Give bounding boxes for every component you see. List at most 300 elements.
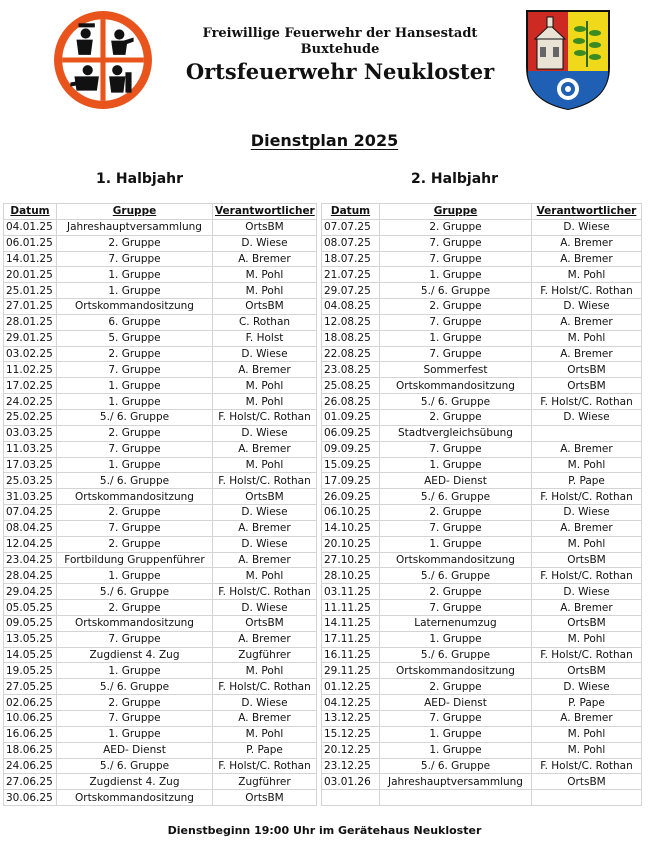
table-row	[4, 330, 317, 346]
cell-group: 7. Gruppe	[380, 346, 532, 362]
cell-responsible: A. Bremer	[213, 251, 317, 267]
table-row	[322, 505, 642, 521]
cell-date: 23.12.25	[322, 758, 380, 774]
cell-group: 5./ 6. Gruppe	[380, 758, 532, 774]
cell-date: 01.12.25	[322, 679, 380, 695]
cell-date: 14.10.25	[322, 520, 380, 536]
cell-group: Ortskommandositzung	[380, 663, 532, 679]
cell-responsible: F. Holst/C. Rothan	[213, 584, 317, 600]
schedule-table-first-half	[3, 203, 317, 806]
cell-group: 7. Gruppe	[380, 235, 532, 251]
table-header-row	[4, 204, 317, 220]
table-row	[4, 631, 317, 647]
cell-responsible: A. Bremer	[213, 552, 317, 568]
cell-group: 2. Gruppe	[57, 695, 213, 711]
table-row	[4, 346, 317, 362]
cell-group: 5./ 6. Gruppe	[380, 489, 532, 505]
cell-group: 7. Gruppe	[57, 251, 213, 267]
table-header-row	[322, 204, 642, 220]
cell-responsible: M. Pohl	[213, 663, 317, 679]
cell-group: 7. Gruppe	[380, 711, 532, 727]
table-row	[322, 362, 642, 378]
cell-date: 06.10.25	[322, 505, 380, 521]
cell-responsible: F. Holst/C. Rothan	[532, 568, 642, 584]
table-row	[4, 505, 317, 521]
cell-responsible: M. Pohl	[532, 457, 642, 473]
cell-date: 24.02.25	[4, 394, 57, 410]
cell-responsible: A. Bremer	[213, 711, 317, 727]
cell-date: 25.01.25	[4, 283, 57, 299]
cell-group: 7. Gruppe	[57, 711, 213, 727]
table-row	[4, 378, 317, 394]
cell-date: 10.06.25	[4, 711, 57, 727]
cell-group: 1. Gruppe	[380, 457, 532, 473]
table-row	[4, 283, 317, 299]
cell-responsible: OrtsBM	[532, 663, 642, 679]
cell-date: 18.07.25	[322, 251, 380, 267]
cell-date: 23.04.25	[4, 552, 57, 568]
table-row	[322, 742, 642, 758]
cell-group: 1. Gruppe	[57, 378, 213, 394]
cell-responsible: Zugführer	[213, 647, 317, 663]
cell-date: 07.07.25	[322, 219, 380, 235]
cell-responsible: D. Wiese	[213, 505, 317, 521]
column-header-responsible: Verantwortlicher	[213, 204, 317, 220]
cell-date: 07.04.25	[4, 505, 57, 521]
table-row	[4, 314, 317, 330]
title-text: Dienstplan 2025	[250, 131, 399, 150]
table-row	[4, 251, 317, 267]
cell-group: 7. Gruppe	[380, 314, 532, 330]
header-line-1: Freiwillige Feuerwehr der Hansestadt	[202, 26, 478, 41]
cell-responsible: P. Pape	[213, 742, 317, 758]
footer-note: Dienstbeginn 19:00 Uhr im Gerätehaus Neukloster	[167, 824, 482, 837]
table-row	[322, 283, 642, 299]
table-row	[322, 394, 642, 410]
cell-group: Laternenumzug	[380, 615, 532, 631]
cell-date: 13.12.25	[322, 711, 380, 727]
cell-date: 14.01.25	[4, 251, 57, 267]
cell-group: 5./ 6. Gruppe	[57, 409, 213, 425]
cell-date: 04.12.25	[322, 695, 380, 711]
cell-group: 6. Gruppe	[57, 314, 213, 330]
cell-date: 06.09.25	[322, 425, 380, 441]
first-half-heading: 1. Halbjahr	[96, 171, 184, 187]
table-row	[4, 758, 317, 774]
cell-group: 5./ 6. Gruppe	[57, 679, 213, 695]
cell-date: 13.05.25	[4, 631, 57, 647]
table-row	[4, 742, 317, 758]
cell-responsible: F. Holst/C. Rothan	[532, 489, 642, 505]
cell-group: 1. Gruppe	[57, 663, 213, 679]
cell-group: 1. Gruppe	[380, 726, 532, 742]
table-row	[4, 394, 317, 410]
cell-date: 17.02.25	[4, 378, 57, 394]
cell-date: 29.04.25	[4, 584, 57, 600]
cell-group: 7. Gruppe	[57, 520, 213, 536]
table-row	[322, 409, 642, 425]
cell-responsible: M. Pohl	[532, 726, 642, 742]
schedule-table-second-half	[321, 203, 642, 806]
cell-group: 2. Gruppe	[57, 536, 213, 552]
cell-date: 27.10.25	[322, 552, 380, 568]
cell-responsible: F. Holst/C. Rothan	[213, 679, 317, 695]
cell-group: 2. Gruppe	[380, 505, 532, 521]
cell-responsible: A. Bremer	[532, 600, 642, 616]
cell-responsible: M. Pohl	[532, 631, 642, 647]
cell-group: 7. Gruppe	[57, 362, 213, 378]
cell-date: 27.01.25	[4, 299, 57, 315]
column-header-date: Datum	[322, 204, 380, 220]
cell-group: Stadtvergleichsübung	[380, 425, 532, 441]
table-row	[322, 346, 642, 362]
cell-responsible: A. Bremer	[213, 631, 317, 647]
cell-group: 5./ 6. Gruppe	[380, 568, 532, 584]
cell-responsible	[532, 790, 642, 806]
cell-date: 29.01.25	[4, 330, 57, 346]
table-row	[322, 758, 642, 774]
cell-responsible: F. Holst/C. Rothan	[532, 283, 642, 299]
cell-date	[322, 790, 380, 806]
cell-date: 26.08.25	[322, 394, 380, 410]
cell-responsible: F. Holst/C. Rothan	[213, 758, 317, 774]
cell-group: 1. Gruppe	[380, 267, 532, 283]
cell-responsible: D. Wiese	[532, 505, 642, 521]
cell-responsible: D. Wiese	[532, 679, 642, 695]
cell-group: Ortskommandositzung	[57, 615, 213, 631]
cell-responsible: M. Pohl	[213, 568, 317, 584]
cell-responsible: M. Pohl	[213, 283, 317, 299]
cell-date: 25.08.25	[322, 378, 380, 394]
cell-responsible: A. Bremer	[532, 441, 642, 457]
cell-date: 11.03.25	[4, 441, 57, 457]
table-row	[4, 409, 317, 425]
cell-group: 5./ 6. Gruppe	[380, 283, 532, 299]
cell-date: 03.03.25	[4, 425, 57, 441]
cell-date: 03.01.26	[322, 774, 380, 790]
cell-group: 2. Gruppe	[380, 409, 532, 425]
table-row	[4, 489, 317, 505]
table-row	[4, 536, 317, 552]
table-row	[322, 267, 642, 283]
cell-group: 7. Gruppe	[57, 631, 213, 647]
cell-responsible: M. Pohl	[532, 536, 642, 552]
table-row	[4, 425, 317, 441]
table-row	[4, 647, 317, 663]
cell-group: 5. Gruppe	[57, 330, 213, 346]
cell-date: 25.03.25	[4, 473, 57, 489]
cell-date: 29.07.25	[322, 283, 380, 299]
cell-date: 17.09.25	[322, 473, 380, 489]
cell-responsible: M. Pohl	[532, 330, 642, 346]
column-header-responsible: Verantwortlicher	[532, 204, 642, 220]
cell-responsible: P. Pape	[532, 695, 642, 711]
cell-group: 7. Gruppe	[380, 441, 532, 457]
table-row	[4, 584, 317, 600]
cell-group: 5./ 6. Gruppe	[380, 647, 532, 663]
cell-group: 2. Gruppe	[57, 425, 213, 441]
cell-group: 5./ 6. Gruppe	[57, 758, 213, 774]
cell-date: 03.02.25	[4, 346, 57, 362]
cell-date: 18.06.25	[4, 742, 57, 758]
cell-responsible: D. Wiese	[532, 584, 642, 600]
cell-responsible: OrtsBM	[213, 615, 317, 631]
cell-responsible: A. Bremer	[532, 346, 642, 362]
cell-group: Ortskommandositzung	[57, 299, 213, 315]
table-row	[4, 235, 317, 251]
cell-date: 12.04.25	[4, 536, 57, 552]
cell-responsible: M. Pohl	[213, 267, 317, 283]
cell-date: 16.06.25	[4, 726, 57, 742]
cell-group: 1. Gruppe	[57, 267, 213, 283]
cell-date: 17.03.25	[4, 457, 57, 473]
table-row	[4, 441, 317, 457]
cell-date: 24.06.25	[4, 758, 57, 774]
table-row	[322, 536, 642, 552]
cell-group: 1. Gruppe	[380, 330, 532, 346]
cell-responsible: A. Bremer	[532, 314, 642, 330]
table-row	[4, 267, 317, 283]
cell-group: 5./ 6. Gruppe	[57, 473, 213, 489]
cell-group: 7. Gruppe	[380, 520, 532, 536]
cell-group: 5./ 6. Gruppe	[57, 584, 213, 600]
cell-group: 2. Gruppe	[380, 679, 532, 695]
table-row	[322, 631, 642, 647]
cell-date: 02.06.25	[4, 695, 57, 711]
cell-date: 27.05.25	[4, 679, 57, 695]
cell-responsible: D. Wiese	[213, 346, 317, 362]
cell-group: 2. Gruppe	[380, 584, 532, 600]
cell-group: 1. Gruppe	[380, 742, 532, 758]
cell-date: 05.05.25	[4, 600, 57, 616]
cell-group: AED- Dienst	[380, 473, 532, 489]
cell-responsible: P. Pape	[532, 473, 642, 489]
table-row	[4, 774, 317, 790]
cell-date: 16.11.25	[322, 647, 380, 663]
cell-group: 1. Gruppe	[380, 631, 532, 647]
cell-responsible: OrtsBM	[532, 378, 642, 394]
cell-responsible: D. Wiese	[213, 695, 317, 711]
cell-group: 1. Gruppe	[57, 394, 213, 410]
cell-responsible: OrtsBM	[213, 299, 317, 315]
cell-group: 2. Gruppe	[57, 346, 213, 362]
cell-responsible: A. Bremer	[213, 362, 317, 378]
cell-date: 09.05.25	[4, 615, 57, 631]
cell-date: 21.07.25	[322, 267, 380, 283]
table-row	[322, 235, 642, 251]
cell-group: 2. Gruppe	[57, 505, 213, 521]
cell-responsible: M. Pohl	[532, 742, 642, 758]
table-row	[4, 552, 317, 568]
table-row	[322, 473, 642, 489]
cell-responsible: M. Pohl	[213, 394, 317, 410]
second-half-heading: 2. Halbjahr	[411, 171, 499, 187]
cell-group: Ortskommandositzung	[57, 489, 213, 505]
cell-date: 15.09.25	[322, 457, 380, 473]
cell-responsible: D. Wiese	[213, 536, 317, 552]
table-row	[4, 679, 317, 695]
cell-responsible: OrtsBM	[532, 362, 642, 378]
table-row	[322, 726, 642, 742]
cell-responsible: D. Wiese	[532, 409, 642, 425]
cell-responsible: C. Rothan	[213, 314, 317, 330]
table-row	[322, 600, 642, 616]
cell-responsible: M. Pohl	[213, 457, 317, 473]
cell-responsible: A. Bremer	[532, 235, 642, 251]
table-row	[4, 663, 317, 679]
page-title	[0, 131, 649, 150]
cell-date: 29.11.25	[322, 663, 380, 679]
cell-group: 1. Gruppe	[57, 457, 213, 473]
table-row	[322, 425, 642, 441]
table-row	[322, 711, 642, 727]
cell-group: Zugdienst 4. Zug	[57, 774, 213, 790]
table-row	[4, 362, 317, 378]
coat-of-arms-logo	[525, 9, 611, 111]
table-row	[322, 520, 642, 536]
cell-date: 17.11.25	[322, 631, 380, 647]
cell-responsible: OrtsBM	[532, 774, 642, 790]
table-row	[322, 568, 642, 584]
table-row	[322, 790, 642, 806]
table-row	[4, 520, 317, 536]
cell-group: 2. Gruppe	[57, 235, 213, 251]
column-header-group: Gruppe	[57, 204, 213, 220]
cell-responsible: OrtsBM	[213, 489, 317, 505]
table-row	[4, 600, 317, 616]
fire-department-emblem-logo	[52, 9, 154, 111]
table-row	[4, 711, 317, 727]
table-row	[322, 679, 642, 695]
cell-date: 04.08.25	[322, 299, 380, 315]
cell-date: 08.07.25	[322, 235, 380, 251]
table-row	[322, 647, 642, 663]
cell-group: Jahreshauptversammlung	[380, 774, 532, 790]
cell-responsible: A. Bremer	[532, 711, 642, 727]
table-row	[322, 489, 642, 505]
cell-responsible: D. Wiese	[213, 425, 317, 441]
cell-group: 1. Gruppe	[380, 536, 532, 552]
table-row	[322, 615, 642, 631]
table-row	[4, 473, 317, 489]
cell-date: 28.04.25	[4, 568, 57, 584]
cell-group: Jahreshauptversammlung	[57, 219, 213, 235]
cell-date: 18.08.25	[322, 330, 380, 346]
cell-date: 14.05.25	[4, 647, 57, 663]
table-row	[4, 219, 317, 235]
cell-date: 31.03.25	[4, 489, 57, 505]
cell-date: 28.10.25	[322, 568, 380, 584]
column-header-date: Datum	[4, 204, 57, 220]
cell-date: 15.12.25	[322, 726, 380, 742]
cell-group: 7. Gruppe	[380, 600, 532, 616]
table-row	[4, 695, 317, 711]
table-row	[322, 314, 642, 330]
cell-responsible: F. Holst/C. Rothan	[213, 473, 317, 489]
cell-responsible: F. Holst/C. Rothan	[532, 394, 642, 410]
cell-group: Ortskommandositzung	[380, 552, 532, 568]
table-row	[322, 457, 642, 473]
cell-group	[380, 790, 532, 806]
cell-responsible: F. Holst	[213, 330, 317, 346]
table-row	[4, 457, 317, 473]
cell-date: 09.09.25	[322, 441, 380, 457]
table-row	[322, 774, 642, 790]
cell-date: 25.02.25	[4, 409, 57, 425]
cell-date: 27.06.25	[4, 774, 57, 790]
cell-group: 5./ 6. Gruppe	[380, 394, 532, 410]
cell-responsible: F. Holst/C. Rothan	[213, 409, 317, 425]
cell-date: 11.11.25	[322, 600, 380, 616]
table-row	[322, 378, 642, 394]
cell-responsible: M. Pohl	[213, 726, 317, 742]
cell-responsible: A. Bremer	[213, 441, 317, 457]
cell-date: 03.11.25	[322, 584, 380, 600]
cell-responsible	[532, 425, 642, 441]
cell-group: 1. Gruppe	[57, 568, 213, 584]
cell-group: Sommerfest	[380, 362, 532, 378]
cell-group: 7. Gruppe	[380, 251, 532, 267]
table-row	[4, 615, 317, 631]
header-line-3: Ortsfeuerwehr Neukloster	[185, 59, 495, 84]
cell-date: 14.11.25	[322, 615, 380, 631]
cell-date: 11.02.25	[4, 362, 57, 378]
cell-group: 1. Gruppe	[57, 283, 213, 299]
table-row	[322, 441, 642, 457]
cell-responsible: OrtsBM	[213, 790, 317, 806]
cell-group: Fortbildung Gruppenführer	[57, 552, 213, 568]
cell-date: 12.08.25	[322, 314, 380, 330]
table-row	[322, 299, 642, 315]
cell-group: Ortskommandositzung	[380, 378, 532, 394]
cell-responsible: OrtsBM	[532, 552, 642, 568]
cell-date: 01.09.25	[322, 409, 380, 425]
cell-group: 7. Gruppe	[57, 441, 213, 457]
cell-responsible: Zugführer	[213, 774, 317, 790]
cell-group: Zugdienst 4. Zug	[57, 647, 213, 663]
table-row	[4, 726, 317, 742]
cell-responsible: A. Bremer	[532, 251, 642, 267]
table-row	[322, 695, 642, 711]
cell-group: 1. Gruppe	[57, 726, 213, 742]
cell-group: 2. Gruppe	[380, 219, 532, 235]
cell-responsible: F. Holst/C. Rothan	[532, 647, 642, 663]
cell-responsible: A. Bremer	[532, 520, 642, 536]
cell-responsible: A. Bremer	[213, 520, 317, 536]
table-row	[322, 663, 642, 679]
cell-date: 20.12.25	[322, 742, 380, 758]
table-row	[322, 584, 642, 600]
cell-group: 2. Gruppe	[57, 600, 213, 616]
cell-responsible: D. Wiese	[213, 600, 317, 616]
cell-date: 08.04.25	[4, 520, 57, 536]
cell-responsible: D. Wiese	[213, 235, 317, 251]
cell-date: 04.01.25	[4, 219, 57, 235]
cell-date: 22.08.25	[322, 346, 380, 362]
cell-group: Ortskommandositzung	[57, 790, 213, 806]
cell-date: 06.01.25	[4, 235, 57, 251]
cell-date: 26.09.25	[322, 489, 380, 505]
cell-responsible: M. Pohl	[532, 267, 642, 283]
cell-date: 19.05.25	[4, 663, 57, 679]
cell-date: 30.06.25	[4, 790, 57, 806]
cell-responsible: OrtsBM	[532, 615, 642, 631]
cell-group: 2. Gruppe	[380, 299, 532, 315]
cell-date: 23.08.25	[322, 362, 380, 378]
table-row	[322, 552, 642, 568]
table-row	[322, 330, 642, 346]
cell-group: AED- Dienst	[380, 695, 532, 711]
